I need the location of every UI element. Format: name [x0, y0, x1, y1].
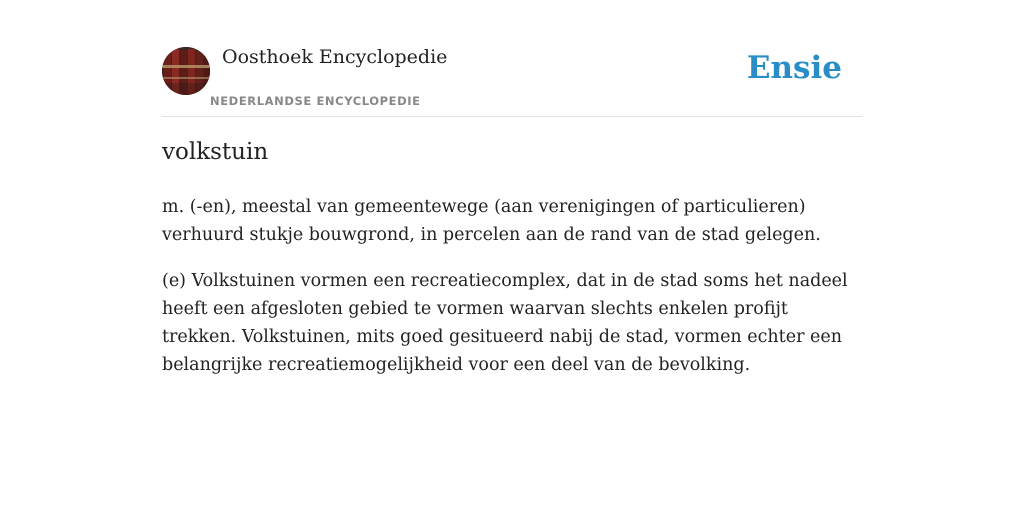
header	[162, 0, 862, 117]
entry-definition	[162, 193, 862, 397]
brand-logo[interactable]: Ensie	[746, 50, 842, 86]
definition-paragraph: (e) Volkstuinen vormen een recreatiecomplex, dat in de stad soms het nadeel heeft een afgesloten gebied te vormen waarvan slechts enkelen profijt trekken. Volkstuinen, mits goed gesitueerd nabij de stad, vormen echter een belangrijke recreatiemogelijkheid voor een deel van de bevolking.	[162, 271, 848, 375]
entry-term: volkstuin	[162, 139, 269, 165]
source-title[interactable]: Oosthoek Encyclopedie	[222, 46, 448, 68]
definition-paragraph: m. (-en), meestal van gemeentewege (aan verenigingen of particulieren) verhuurd stukje bouwgrond, in percelen aan de rand van de stad gelegen.	[162, 197, 821, 245]
source-subtitle: NEDERLANDSE ENCYCLOPEDIE	[210, 94, 421, 108]
encyclopedia-books-icon[interactable]	[162, 47, 210, 95]
entry-card	[162, 0, 862, 512]
